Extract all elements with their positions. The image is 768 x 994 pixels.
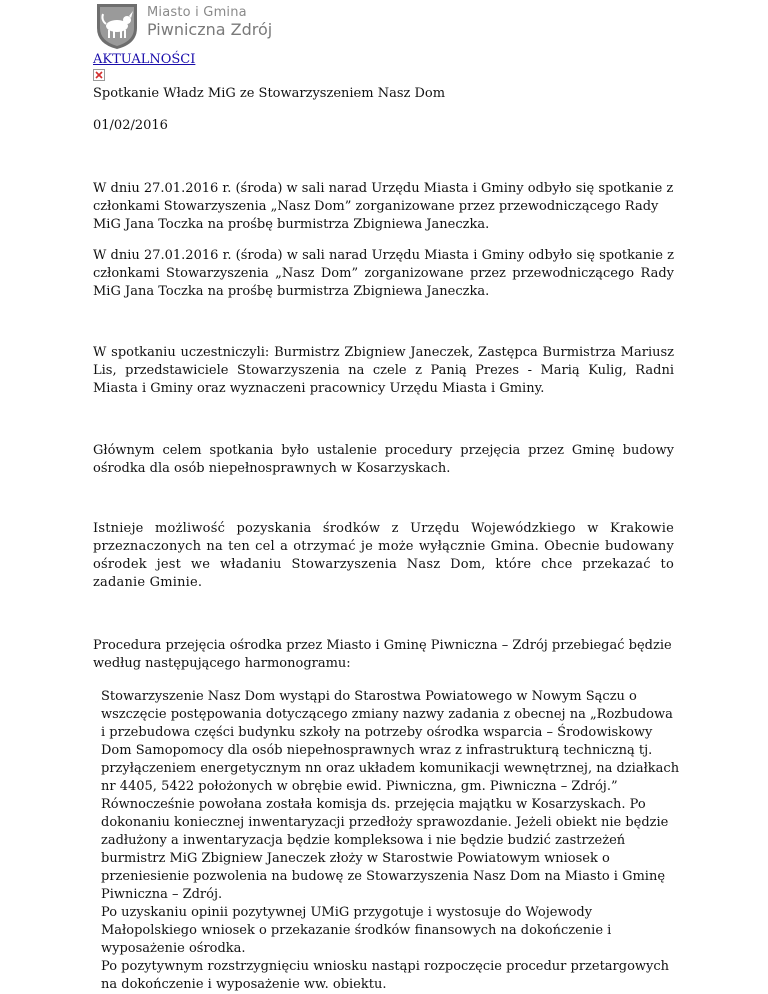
broken-image-icon — [93, 69, 105, 81]
article-paragraph: Istnieje możliwość pozyskania środków z Urzędu Wojewódzkiego w Krakowie przeznaczonych na ten cel a otrzymać je może wyłącznie Gmina. Obecnie budowany ośrodek jest we władaniu Stowarzyszenia Nasz Dom, które chce przekazać to zadanie Gminie. — [93, 521, 674, 590]
article-paragraph: Procedura przejęcia ośrodka przez Miasto i Gminę Piwniczna – Zdrój przebiegać będzie według następującego harmonogramu: — [93, 638, 672, 671]
article-date: 01/02/2016 — [93, 118, 168, 133]
article-paragraph: W spotkaniu uczestniczyli: Burmistrz Zbigniew Janeczek, Zastępca Burmistrza Mariusz Lis, przedstawiciele Stowarzyszenia na czele z Panią Prezes - Marią Kulig, Radni Miasta i Gminy oraz wyznaczeni pracownicy Urzędu Miasta i Gminy. — [93, 345, 674, 396]
article-paragraph: W dniu 27.01.2016 r. (środa) w sali narad Urzędu Miasta i Gminy odbyło się spotkanie z członkami Stowarzyszenia „Nasz Dom” zorganizowane przez przewodniczącego Rady MiG Jana Toczka na prośbę burmistrza Zbigniewa Janeczka. — [93, 248, 674, 299]
list-item: Po uzyskaniu opinii pozytywnej UMiG przygotuje i wystosuje do Wojewody Małopolskiego wniosek o przekazanie środków finansowych na dokończenie i wyposażenie ośrodka. — [101, 905, 612, 956]
list-item: Stowarzyszenie Nasz Dom wystąpi do Starostwa Powiatowego w Nowym Sączu o wszczęcie postępowania dotyczącego zmiany nazwy zadania z obecnej na „Rozbudowa i przebudowa części budynku szkoły na potrzeby ośrodka wsparcia – Środowiskowy Dom Samopomocy dla osób niepełnosprawnych wraz z infrastrukturą techniczną tj. przyłączeniem energetycznym nn oraz układem komunikacji wewnętrznej, na działkach nr 4405, 5422 położonych w obrębie ewid. Piwniczna, gm. Piwniczna – Zdrój.” — [101, 689, 680, 794]
article-paragraph: W dniu 27.01.2016 r. (środa) w sali narad Urzędu Miasta i Gminy odbyło się spotkanie z członkami Stowarzyszenia „Nasz Dom” zorganizowane przez przewodniczącego Rady MiG Jana Toczka na prośbę burmistrza Zbigniewa Janeczka. — [93, 181, 674, 232]
article-paragraph: Głównym celem spotkania było ustalenie procedury przejęcia przez Gminę budowy ośrodka dla osób niepełnosprawnych w Kosarzyskach. — [93, 443, 674, 476]
coat-of-arms-icon — [93, 0, 141, 50]
logo-text-line1: Miasto i Gmina — [147, 5, 247, 20]
procedure-steps-list — [101, 688, 681, 994]
site-logo[interactable] — [93, 0, 283, 50]
list-item: Równocześnie powołana została komisja ds. przejęcia majątku w Kosarzyskach. Po dokonaniu koniecznej inwentaryzacji przedłoży sprawozdanie. Jeżeli obiekt nie będzie zadłużony a inwentaryzacja będzie kompleksowa i nie będzie budzić zastrzeżeń burmistrz MiG Zbigniew Janeczek złoży w Starostwie Powiatowym wniosek o przeniesienie pozwolenia na budowę ze Stowarzyszenia Nasz Dom na Miasto i Gminę Piwniczna – Zdrój. — [101, 797, 669, 902]
list-item: Po pozytywnym rozstrzygnięciu wniosku nastąpi rozpoczęcie procedur przetargowych na dokończenie i wyposażenie ww. obiektu. — [101, 959, 670, 992]
news-link[interactable]: AKTUALNOŚCI — [93, 52, 196, 67]
logo-text-line2: Piwniczna Zdrój — [147, 20, 273, 39]
article-title: Spotkanie Władz MiG ze Stowarzyszeniem Nasz Dom — [93, 86, 446, 101]
